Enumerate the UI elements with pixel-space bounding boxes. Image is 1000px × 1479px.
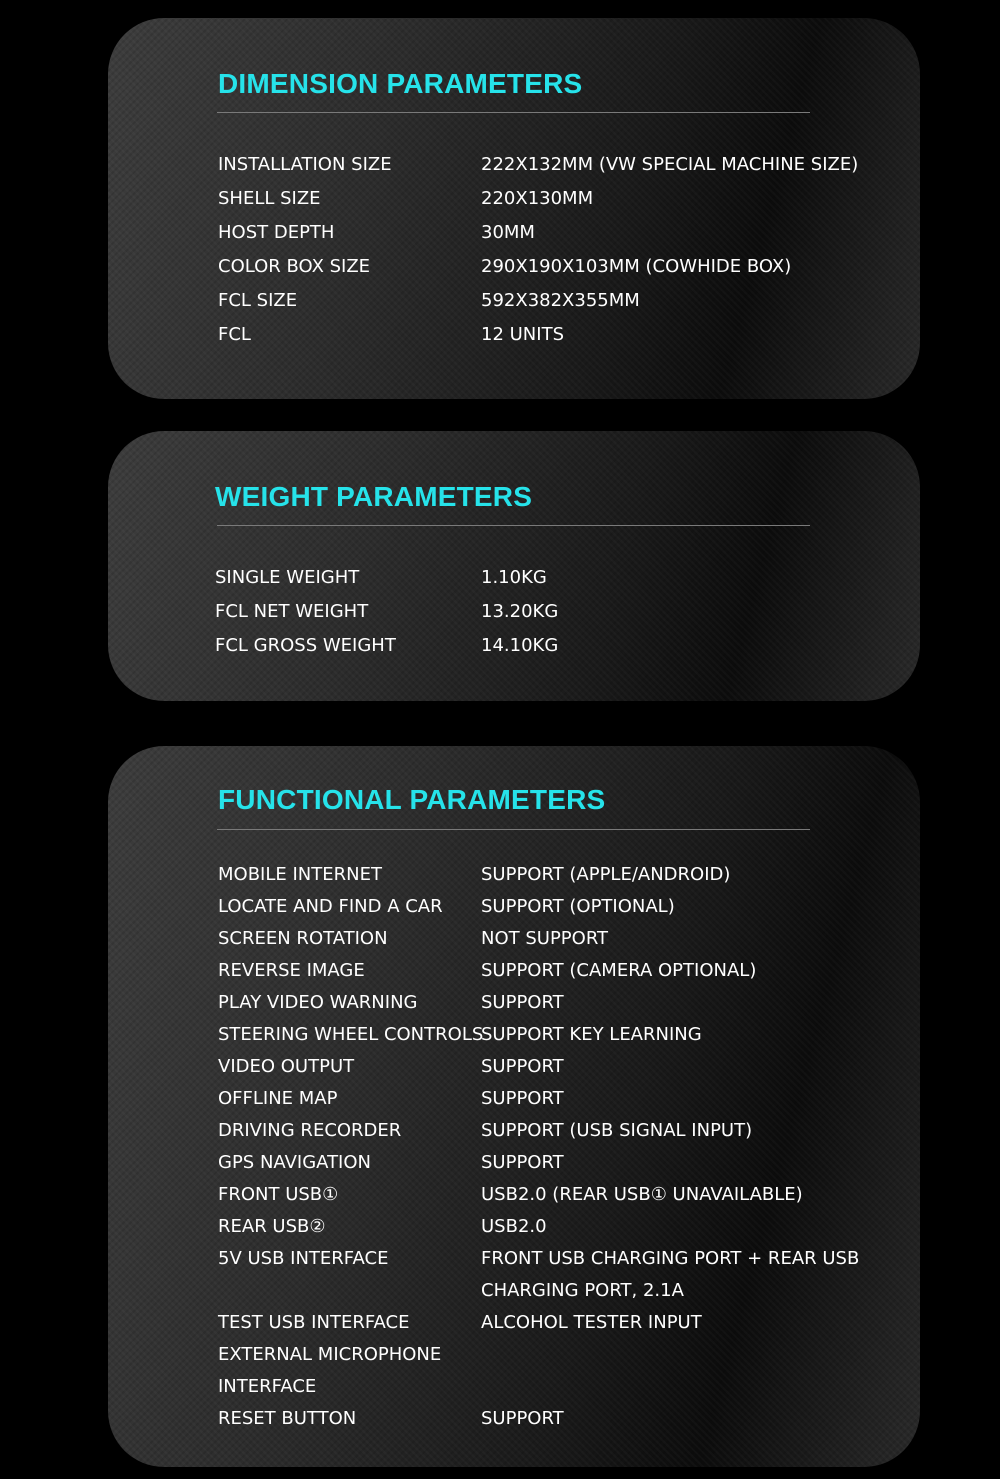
row-value-line-2: CHARGING PORT, 2.1A <box>481 1280 684 1301</box>
weight-title: WEIGHT PARAMETERS <box>215 481 533 512</box>
row-value: 220X130MM <box>481 188 594 209</box>
row-label: FRONT USB① <box>218 1184 339 1205</box>
functional-divider <box>217 829 810 830</box>
row-value: SUPPORT <box>481 1408 564 1429</box>
table-row <box>218 891 918 923</box>
row-label: RESET BUTTON <box>218 1408 357 1429</box>
weight-parameters-panel <box>108 431 920 701</box>
row-label-line-2: INTERFACE <box>218 1376 317 1397</box>
table-row <box>218 284 918 318</box>
row-label: 5V USB INTERFACE <box>218 1248 389 1269</box>
row-value: SUPPORT KEY LEARNING <box>481 1024 702 1045</box>
row-label: FCL SIZE <box>218 290 298 311</box>
row-label: DRIVING RECORDER <box>218 1120 402 1141</box>
row-label: STEERING WHEEL CONTROLS <box>218 1024 484 1045</box>
row-label: FCL <box>218 324 251 345</box>
row-value: SUPPORT (CAMERA OPTIONAL) <box>481 960 757 981</box>
dimension-divider <box>217 112 810 113</box>
row-value: 222X132MM (VW SPECIAL MACHINE SIZE) <box>481 154 859 175</box>
row-label: SINGLE WEIGHT <box>215 567 360 588</box>
table-row <box>218 182 918 216</box>
row-value: USB2.0 <box>481 1216 547 1237</box>
table-row <box>218 987 918 1019</box>
table-row <box>215 561 915 595</box>
row-value: 14.10KG <box>481 635 559 656</box>
dimension-parameters-panel <box>108 18 920 399</box>
row-value: NOT SUPPORT <box>481 928 609 949</box>
row-value: USB2.0 (REAR USB① UNAVAILABLE) <box>481 1184 803 1205</box>
row-value: SUPPORT <box>481 1056 564 1077</box>
row-value: 12 UNITS <box>481 324 564 345</box>
row-value: SUPPORT <box>481 1088 564 1109</box>
weight-rows <box>215 561 915 663</box>
functional-rows <box>218 859 918 1435</box>
row-label: FCL GROSS WEIGHT <box>215 635 396 656</box>
row-label: MOBILE INTERNET <box>218 864 382 885</box>
table-row <box>218 250 918 284</box>
table-row <box>218 1339 918 1403</box>
row-label: INSTALLATION SIZE <box>218 154 392 175</box>
row-value: SUPPORT <box>481 1152 564 1173</box>
row-label: PLAY VIDEO WARNING <box>218 992 418 1013</box>
row-value: SUPPORT (APPLE/ANDROID) <box>481 864 731 885</box>
row-label: GPS NAVIGATION <box>218 1152 371 1173</box>
row-value: 592X382X355MM <box>481 290 640 311</box>
table-row <box>218 859 918 891</box>
table-row <box>218 1307 918 1339</box>
table-row <box>218 1403 918 1435</box>
functional-parameters-panel <box>108 746 920 1467</box>
row-label: FCL NET WEIGHT <box>215 601 369 622</box>
table-row <box>218 1211 918 1243</box>
table-row <box>218 1083 918 1115</box>
row-label: SHELL SIZE <box>218 188 321 209</box>
row-label: HOST DEPTH <box>218 222 335 243</box>
table-row <box>218 216 918 250</box>
table-row <box>218 318 918 352</box>
functional-title: FUNCTIONAL PARAMETERS <box>218 784 606 815</box>
row-value: 1.10KG <box>481 567 547 588</box>
table-row <box>218 1147 918 1179</box>
dimension-title: DIMENSION PARAMETERS <box>218 68 583 99</box>
row-label: TEST USB INTERFACE <box>218 1312 410 1333</box>
row-label: REVERSE IMAGE <box>218 960 365 981</box>
row-value-line-1: FRONT USB CHARGING PORT + REAR USB <box>481 1248 860 1269</box>
row-label: OFFLINE MAP <box>218 1088 338 1109</box>
table-row <box>218 148 918 182</box>
table-row <box>215 629 915 663</box>
table-row <box>218 1051 918 1083</box>
row-value: SUPPORT (OPTIONAL) <box>481 896 675 917</box>
row-value: 290X190X103MM (COWHIDE BOX) <box>481 256 792 277</box>
row-label: REAR USB② <box>218 1216 326 1237</box>
row-label: LOCATE AND FIND A CAR <box>218 896 443 917</box>
table-row <box>218 1179 918 1211</box>
table-row <box>218 1019 918 1051</box>
weight-divider <box>217 525 810 526</box>
table-row <box>218 1243 918 1307</box>
row-value: SUPPORT <box>481 992 564 1013</box>
row-value: 13.20KG <box>481 601 559 622</box>
dimension-rows <box>218 148 918 352</box>
table-row <box>218 923 918 955</box>
row-label: VIDEO OUTPUT <box>218 1056 355 1077</box>
row-label: SCREEN ROTATION <box>218 928 388 949</box>
table-row <box>215 595 915 629</box>
row-label-line-1: EXTERNAL MICROPHONE <box>218 1344 442 1365</box>
table-row <box>218 1115 918 1147</box>
table-row <box>218 955 918 987</box>
row-value: 30MM <box>481 222 535 243</box>
row-value: ALCOHOL TESTER INPUT <box>481 1312 702 1333</box>
row-value: SUPPORT (USB SIGNAL INPUT) <box>481 1120 753 1141</box>
row-label: COLOR BOX SIZE <box>218 256 371 277</box>
